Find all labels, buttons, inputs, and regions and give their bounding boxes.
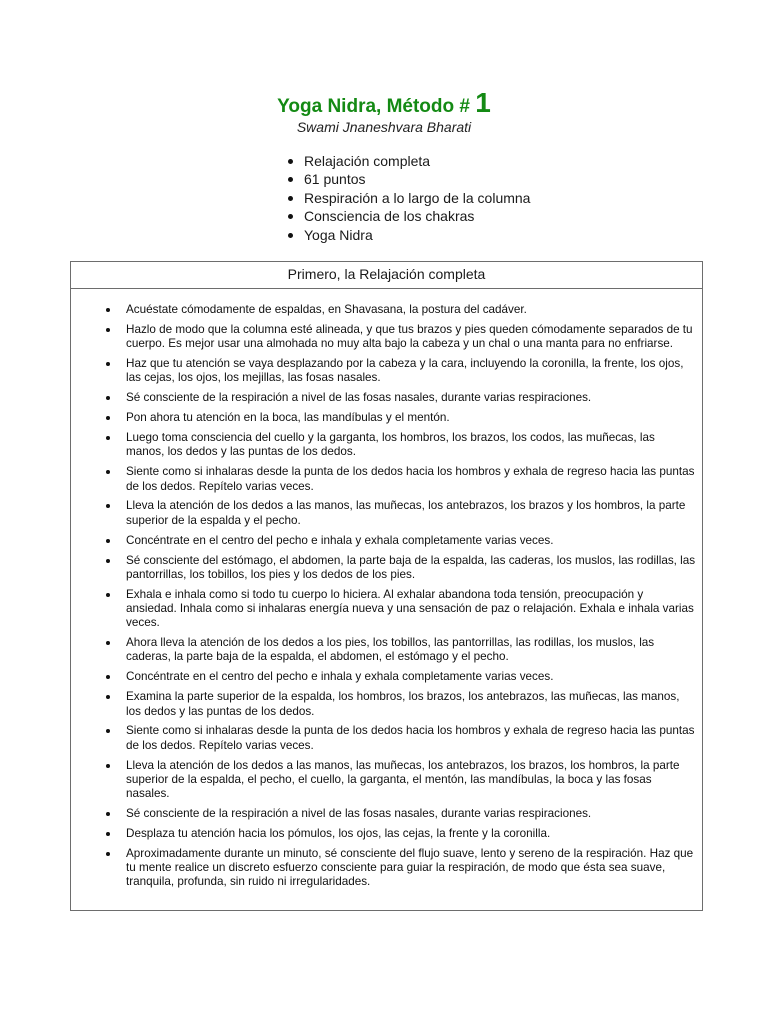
- step-item: Concéntrate en el centro del pecho e inhala y exhala completamente varias veces.: [126, 534, 696, 548]
- summary-item: 61 puntos: [288, 170, 530, 188]
- step-item: Sé consciente de la respiración a nivel de las fosas nasales, durante varias respiraciones.: [126, 391, 696, 405]
- step-item: Acuéstate cómodamente de espaldas, en Shavasana, la postura del cadáver.: [126, 303, 696, 317]
- summary-item: Relajación completa: [288, 152, 530, 170]
- step-item: Siente como si inhalaras desde la punta de los dedos hacia los hombros y exhala de regreso hacia las puntas de los dedos. Repítelo varias veces.: [126, 465, 695, 493]
- step-item: Concéntrate en el centro del pecho e inhala y exhala completamente varias veces.: [126, 670, 696, 684]
- step-item: Ahora lleva la atención de los dedos a los pies, los tobillos, las pantorrillas, las rodillas, los muslos, las caderas, la parte baja de la espalda, el abdomen, el estómago y el pecho.: [126, 636, 696, 665]
- step-item: Hazlo de modo que la columna esté alineada, y que tus brazos y pies queden cómodamente separados de tu cuerpo. Es mejor usar una almohada no muy alta bajo la cabeza y un chal o una manta para no enfriarse.: [126, 323, 696, 352]
- step-item: Exhala e inhala como si todo tu cuerpo lo hiciera. Al exhalar abandona toda tensión, preocupación y ansiedad. Inhala como si inhalaras energía nueva y una sensación de paz o relajación. Exhala e inhala varias veces.: [126, 588, 696, 631]
- relaxation-section: [70, 261, 703, 911]
- page-title-text: Yoga Nidra, Método #: [277, 96, 470, 117]
- page-title-number: 1: [475, 87, 491, 118]
- steps-list: [126, 303, 696, 895]
- step-item: Sé consciente del estómago, el abdomen, la parte baja de la espalda, las caderas, los muslos, las rodillas, las pantorrillas, los tobillos, los pies y los dedos de los pies.: [126, 553, 696, 581]
- step-item: Siente como si inhalaras desde la punta de los dedos hacia los hombros y exhala de regreso hacia las puntas de los dedos. Repítelo varias veces.: [126, 724, 695, 752]
- page-title: [0, 88, 768, 122]
- step-item: Aproximadamente durante un minuto, sé consciente del flujo suave, lento y sereno de la respiración. Haz que tu mente realice un discreto esfuerzo consciente para guiar la respiración, de modo que ésta sea suave, tranquila, profunda, sin ruido ni irregularidades.: [126, 847, 696, 890]
- summary-item: Consciencia de los chakras: [288, 207, 530, 225]
- step-item: Desplaza tu atención hacia los pómulos, los ojos, las cejas, la frente y la coronilla.: [126, 827, 696, 841]
- step-item: Haz que tu atención se vaya desplazando por la cabeza y la cara, incluyendo la coronilla, la frente, los ojos, las cejas, los ojos, los mejillas, las fosas nasales.: [126, 357, 696, 386]
- author-name: Swami Jnaneshvara Bharati: [296, 119, 472, 135]
- step-item: Sé consciente de la respiración a nivel de las fosas nasales, durante varias respiraciones.: [126, 807, 696, 821]
- summary-item: Respiración a lo largo de la columna: [288, 189, 530, 207]
- step-item: Lleva la atención de los dedos a las manos, las muñecas, los antebrazos, los brazos y los hombros, la parte superior de la espalda y el pecho.: [126, 499, 696, 528]
- summary-item: Yoga Nidra: [288, 226, 530, 244]
- step-item: Pon ahora tu atención en la boca, las mandíbulas y el mentón.: [126, 411, 696, 425]
- step-item: Luego toma consciencia del cuello y la garganta, los hombros, los brazos, los codos, las muñecas, las manos, los dedos y las puntas de los dedos.: [126, 431, 696, 460]
- step-item: Examina la parte superior de la espalda, los hombros, los brazos, los antebrazos, las muñecas, las manos, los dedos y las puntas de los dedos.: [126, 690, 696, 719]
- step-item: Lleva la atención de los dedos a las manos, las muñecas, los antebrazos, los brazos, los hombros, la parte superior de la espalda, el pecho, el cuello, la garganta, el mentón, las mandíbulas, la boca y las fosas nasales.: [126, 759, 696, 802]
- section-heading: Primero, la Relajación completa: [71, 262, 702, 289]
- summary-list: [288, 152, 530, 244]
